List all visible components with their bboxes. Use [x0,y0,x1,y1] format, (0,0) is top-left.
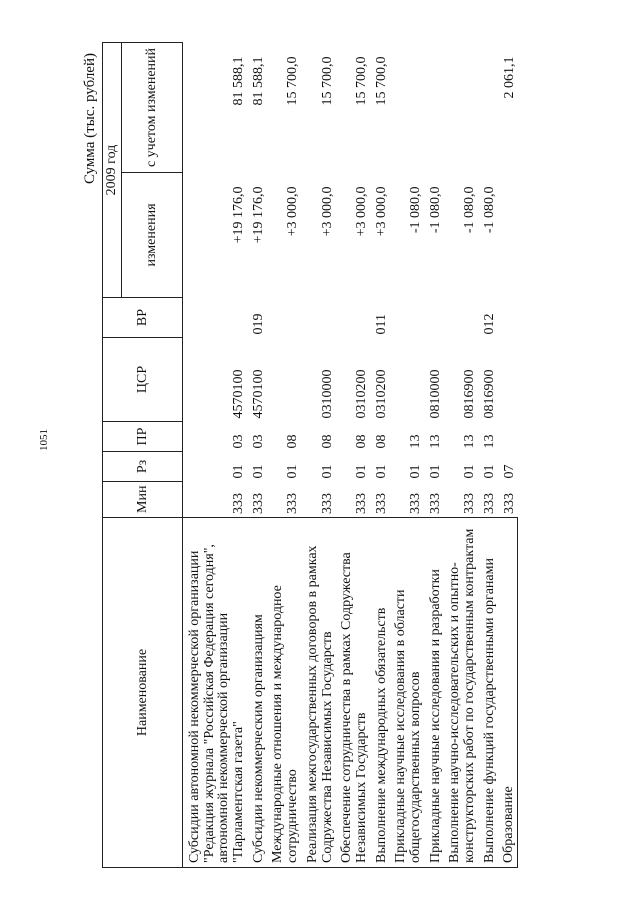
row-pr: 08 [373,434,389,449]
row-pr: 03 [250,434,266,449]
row-name: Реализация межгосударственных договоров в рамках Содружества Независимых Государств [301,518,335,868]
table-row [443,43,477,868]
row-pr [497,422,517,452]
row-pr: 13 [462,434,477,449]
row-vr [424,298,444,338]
row-csr: 0310000 [319,369,335,419]
row-rz: 01 [407,464,423,479]
row-min: 333 [231,493,247,514]
row-name: Субсидии автономной некоммерческой организации "Редакция журнала "Российская Федерация сегодня", автономной некоммерческой организации "Парламентская газета" [183,518,247,868]
row-change: -1 080,0 [407,186,423,234]
row-min: 333 [407,493,423,514]
header-min: Мин [103,482,183,518]
row-name: Международные отношения и международное сотрудничество [266,518,300,868]
row-name: Субсидии некоммерческим организациям [247,518,267,868]
row-total [443,43,477,173]
row-csr: 0816900 [481,369,497,419]
row-name: Обеспечение сотрудничества в рамках Содружества Независимых Государств [335,518,369,868]
row-rz: 01 [353,464,369,479]
row-name: Выполнение международных обязательств [370,518,390,868]
rotated-document [82,43,587,868]
row-min: 333 [462,493,477,514]
row-csr: 0816900 [462,369,477,419]
units-caption: Сумма (тыс. рублей) [82,53,98,185]
row-vr [335,298,369,338]
row-total [424,43,444,173]
row-min: 333 [427,493,443,514]
row-rz: 01 [231,464,247,479]
row-change: +3 000,0 [285,186,301,237]
header-year: 2009 год [103,43,122,298]
table-row [335,43,369,868]
header-pr: ПР [103,422,183,452]
row-change: +3 000,0 [353,186,369,237]
row-pr: 03 [231,434,247,449]
table-row [266,43,300,868]
row-change: -1 080,0 [427,186,443,234]
row-rz: 01 [462,464,477,479]
row-total [389,43,423,173]
row-min: 333 [501,493,517,514]
row-change: +3 000,0 [319,186,335,237]
row-vr: 012 [481,313,497,335]
row-rz: 01 [319,464,335,479]
header-vr: ВР [103,298,183,338]
row-vr [183,298,247,338]
row-total: 15 700,0 [353,56,369,106]
row-change: +19 176,0 [250,186,266,244]
row-total: 81 588,1 [231,56,247,106]
row-csr [266,338,300,422]
row-total [478,43,498,173]
table-row [478,43,498,868]
row-pr: 08 [353,434,369,449]
header-rz: Рз [103,452,183,482]
row-name: Выполнение научно-исследовательских и опытно-конструкторских работ по государственным контрактам [443,518,477,868]
row-total: 15 700,0 [373,56,389,106]
row-csr: 0310200 [373,369,389,419]
header-total: с учетом изменений [122,43,183,173]
row-rz: 01 [481,464,497,479]
row-min: 333 [481,493,497,514]
header-change: изменения [122,173,183,298]
row-total: 2 061,1 [501,56,517,99]
row-rz: 07 [501,464,517,479]
budget-table [102,42,518,868]
table-row [497,43,517,868]
row-change [497,173,517,298]
table-row [247,43,267,868]
row-csr [389,338,423,422]
row-vr [443,298,477,338]
header-csr: ЦСР [103,338,183,422]
row-csr: 4570100 [250,369,266,419]
table-row [301,43,335,868]
row-min: 333 [319,493,335,514]
row-name: Образование [497,518,517,868]
row-change: -1 080,0 [481,186,497,234]
row-vr: 019 [250,313,266,335]
page-number: 1051 [38,429,50,451]
row-pr: 08 [285,434,301,449]
row-pr: 13 [427,434,443,449]
row-rz: 01 [373,464,389,479]
row-change: -1 080,0 [462,186,477,234]
row-rz: 01 [250,464,266,479]
row-pr: 13 [481,434,497,449]
row-csr: 0810000 [427,369,443,419]
row-vr [266,298,300,338]
header-name: Наименование [103,518,183,868]
row-name: Прикладные научные исследования и разработки [424,518,444,868]
row-csr [497,338,517,422]
row-rz: 01 [427,464,443,479]
row-csr: 0310200 [353,369,369,419]
row-min: 333 [250,493,266,514]
row-name: Прикладные научные исследования в области общегосударственных вопросов [389,518,423,868]
row-total: 81 588,1 [250,56,266,106]
table-body [183,43,518,868]
table-row [370,43,390,868]
table-row [183,43,247,868]
row-vr [497,298,517,338]
table-row [424,43,444,868]
row-vr: 011 [373,314,389,335]
row-change: +3 000,0 [373,186,389,237]
row-rz: 01 [285,464,301,479]
row-vr [301,298,335,338]
row-pr: 08 [319,434,335,449]
row-csr: 4570100 [231,369,247,419]
row-min: 333 [373,493,389,514]
row-total: 15 700,0 [285,56,301,106]
row-name: Выполнение функций государственными органами [478,518,498,868]
row-total: 15 700,0 [319,56,335,106]
row-vr [389,298,423,338]
table-row [389,43,423,868]
row-pr: 13 [407,434,423,449]
row-change: +19 176,0 [231,186,247,244]
row-min: 333 [285,493,301,514]
row-min: 333 [353,493,369,514]
